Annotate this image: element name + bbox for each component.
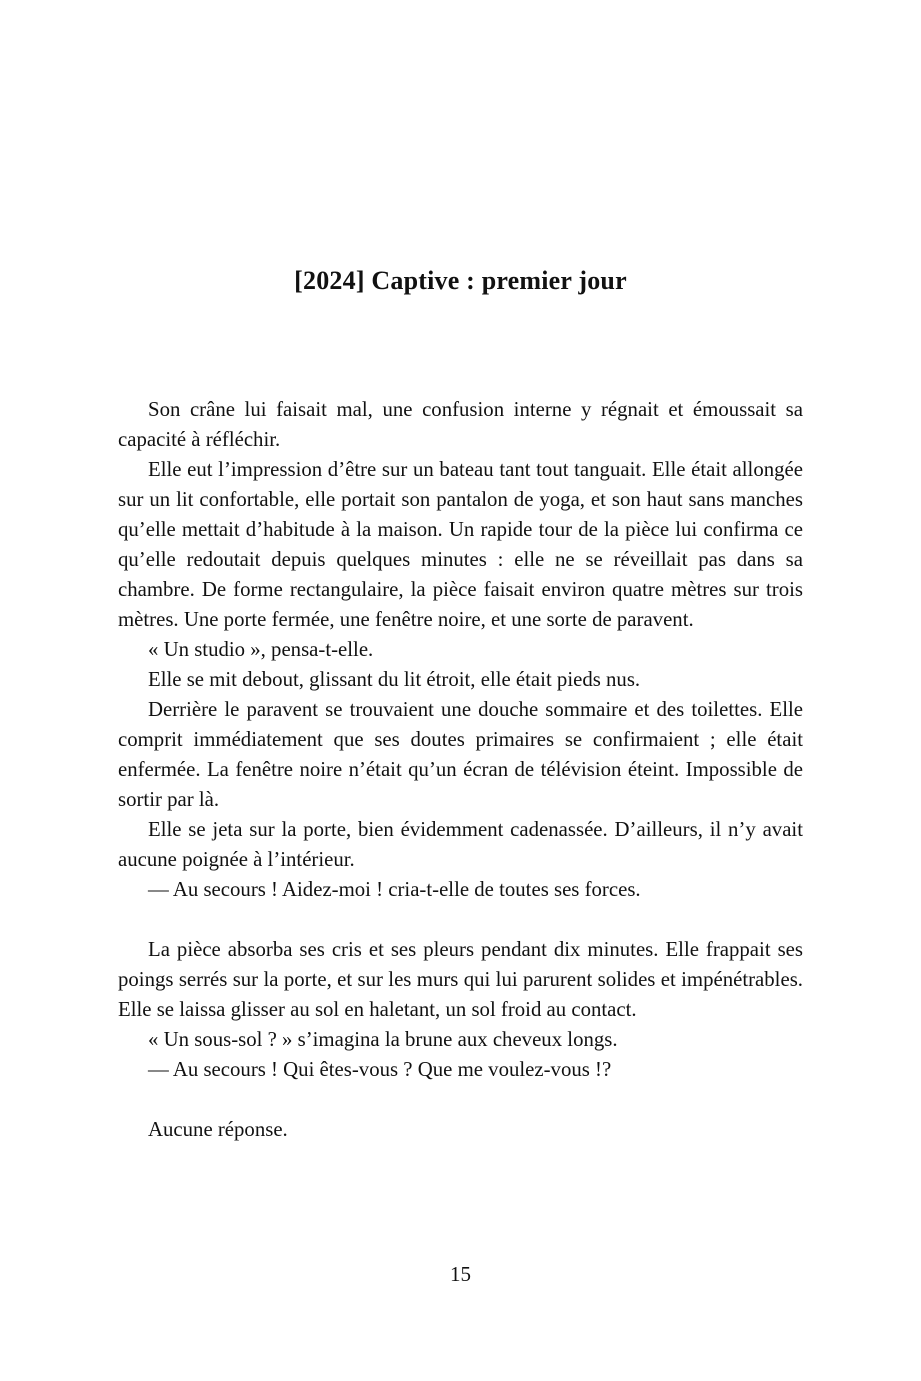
paragraph: Elle se mit debout, glissant du lit étroit, elle était pieds nus. — [148, 668, 641, 691]
paragraph: La pièce absorba ses cris et ses pleurs pendant dix minutes. Elle frappait ses poings serrés sur la porte, et sur les murs qui lui parurent solides et impénétrables. Elle se laissa glisser au sol en haletant, un sol froid au contact. — [118, 938, 803, 1021]
paragraph: « Un sous-sol ? » s’imagina la brune aux cheveux longs. — [148, 1028, 618, 1051]
dialogue-line: — Au secours ! Aidez-moi ! cria-t-elle de toutes ses forces. — [148, 878, 641, 901]
page-number: 15 — [450, 1262, 471, 1286]
paragraph: Aucune réponse. — [148, 1118, 288, 1141]
dialogue-line: — Au secours ! Qui êtes-vous ? Que me voulez-vous !? — [148, 1058, 612, 1081]
chapter-title: [2024] Captive : premier jour — [294, 266, 627, 295]
paragraph: Elle se jeta sur la porte, bien évidemment cadenassée. D’ailleurs, il n’y avait aucune poignée à l’intérieur. — [118, 818, 803, 871]
paragraph: Son crâne lui faisait mal, une confusion interne y régnait et émoussait sa capacité à réfléchir. — [118, 398, 803, 451]
paragraph: Elle eut l’impression d’être sur un bateau tant tout tanguait. Elle était allongée sur un lit confortable, elle portait son pantalon de yoga, et son haut sans manches qu’elle mettait d’habitude à la maison. Un rapide tour de la pièce lui confirma ce qu’elle redoutait depuis quelques minutes : elle ne se réveillait pas dans sa chambre. De forme rectangulaire, la pièce faisait environ quatre mètres sur trois mètres. Une porte fermée, une fenêtre noire, et une sorte de paravent. — [118, 458, 803, 631]
paragraph: « Un studio », pensa-t-elle. — [148, 638, 374, 661]
chapter-text — [118, 395, 803, 1145]
paragraph: Derrière le paravent se trouvaient une douche sommaire et des toilettes. Elle comprit immédiatement que ses doutes primaires se confirmaient ; elle était enfermée. La fenêtre noire n’était qu’un écran de télévision éteint. Impossible de sortir par là. — [118, 698, 803, 811]
